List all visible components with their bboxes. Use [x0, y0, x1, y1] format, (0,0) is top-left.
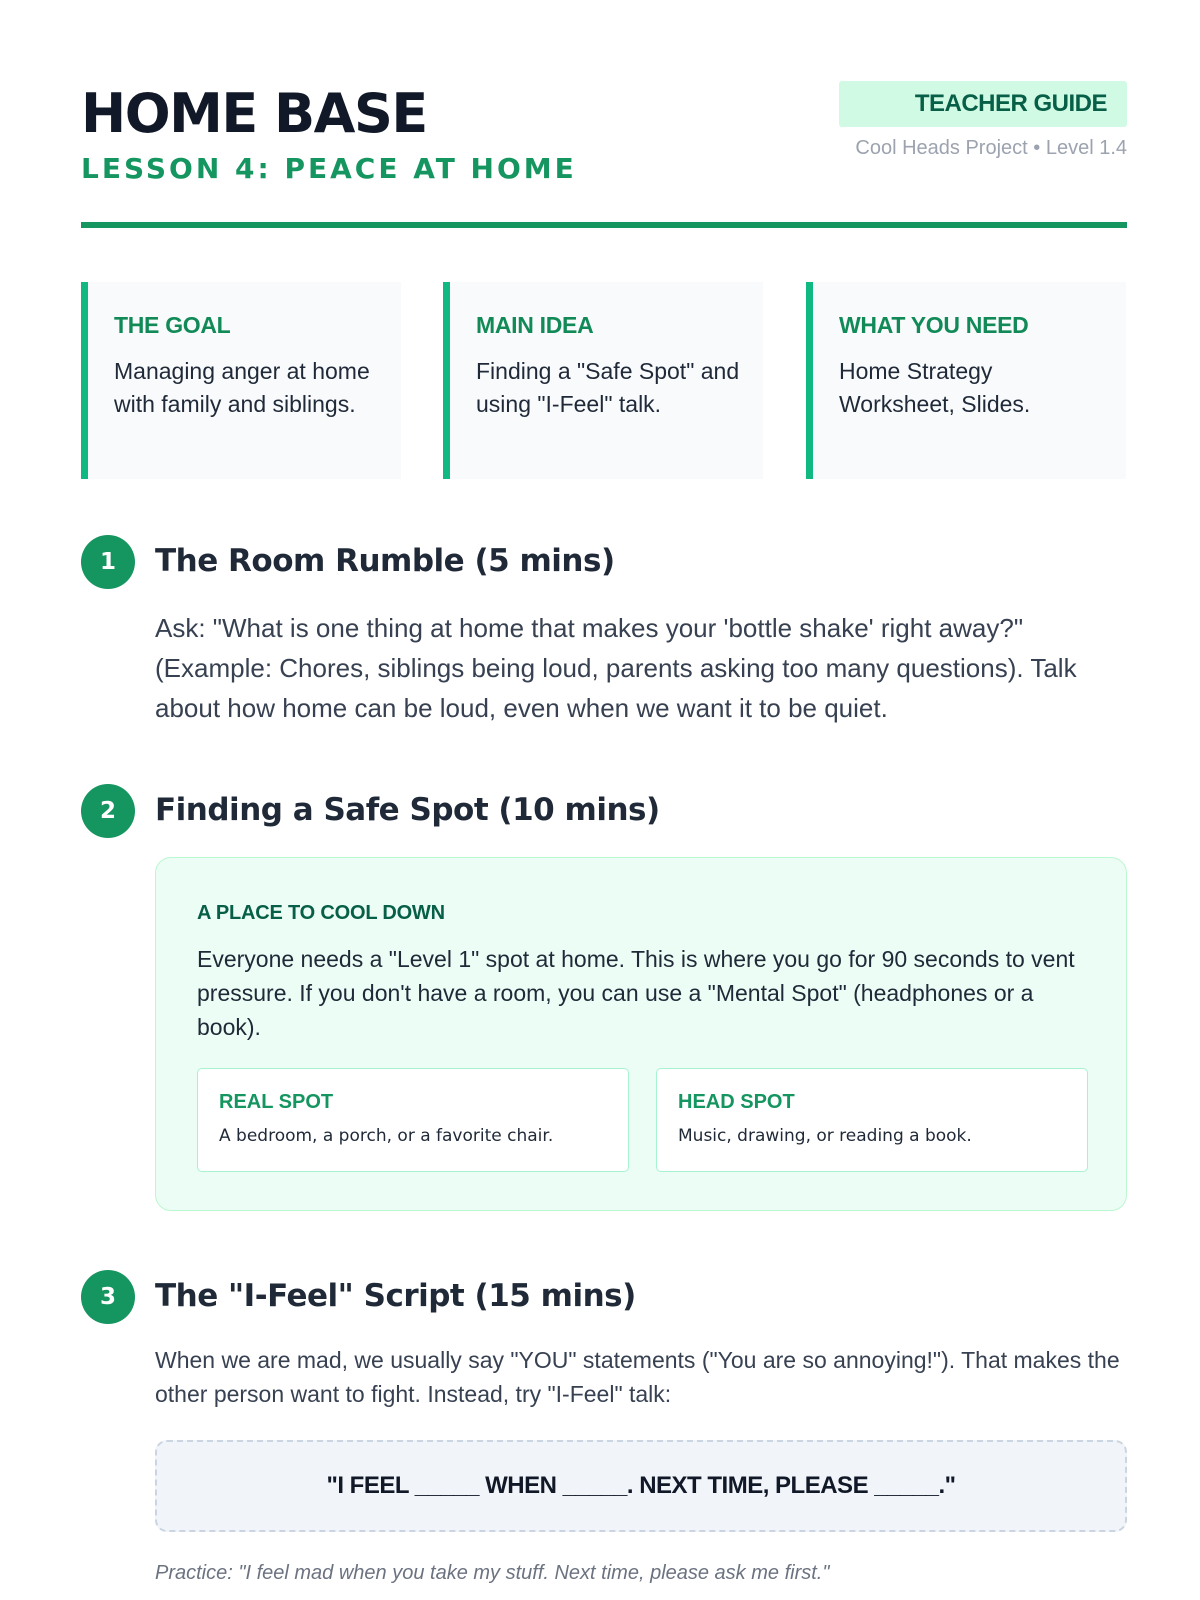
card-body: Finding a "Safe Spot" and using "I-Feel" talk.	[476, 358, 740, 417]
section-body: When we are mad, we usually say "YOU" statements ("You are so annoying!"). That makes the other person want to fight. Instead, try "I-Feel" talk:	[155, 1347, 1120, 1407]
spot-heading: HEAD SPOT	[678, 1091, 795, 1113]
spot-body: Music, drawing, or reading a book.	[678, 1126, 972, 1146]
section-title: The "I-Feel" Script (15 mins)	[155, 1278, 636, 1314]
card-heading: MAIN IDEA	[476, 312, 594, 338]
step-number-badge: 3	[81, 1270, 135, 1324]
header-divider	[81, 222, 1127, 228]
head-spot-card	[656, 1068, 1088, 1172]
card-heading: WHAT YOU NEED	[839, 312, 1029, 338]
card-body: Managing anger at home with family and siblings.	[114, 358, 370, 417]
spot-body: A bedroom, a porch, or a favorite chair.	[219, 1126, 554, 1146]
callout-body: Everyone needs a "Level 1" spot at home. This is where you go for 90 seconds to vent pressure. If you don't have a room, you can use a "Mental Spot" (headphones or a book).	[197, 946, 1075, 1040]
page-title: HOME BASE	[81, 82, 427, 145]
callout-heading: A PLACE TO COOL DOWN	[197, 902, 445, 924]
lesson-subtitle: LESSON 4: PEACE AT HOME	[81, 152, 577, 185]
card-body: Home Strategy Worksheet, Slides.	[839, 358, 1031, 417]
main-idea-card	[443, 282, 763, 479]
i-feel-script-box: "I FEEL _____ WHEN _____. NEXT TIME, PLEASE _____."	[155, 1440, 1127, 1532]
practice-example: Practice: "I feel mad when you take my stuff. Next time, please ask me first."	[155, 1562, 830, 1584]
project-meta: Cool Heads Project • Level 1.4	[855, 137, 1127, 159]
section-body: Ask: "What is one thing at home that makes your 'bottle shake' right away?" (Example: Chores, siblings being loud, parents asking too many questions). Talk about how home can be loud, even when we want it to be quiet.	[155, 613, 1077, 723]
teacher-guide-badge: TEACHER GUIDE	[839, 81, 1127, 127]
step-number-badge: 2	[81, 784, 135, 838]
goal-card	[81, 282, 401, 479]
real-spot-card	[197, 1068, 629, 1172]
section-title: Finding a Safe Spot (10 mins)	[155, 792, 660, 828]
section-title: The Room Rumble (5 mins)	[155, 543, 615, 579]
materials-card	[806, 282, 1126, 479]
step-number-badge: 1	[81, 535, 135, 589]
spot-heading: REAL SPOT	[219, 1091, 334, 1113]
card-heading: THE GOAL	[114, 312, 231, 338]
safe-spot-callout	[155, 857, 1127, 1211]
